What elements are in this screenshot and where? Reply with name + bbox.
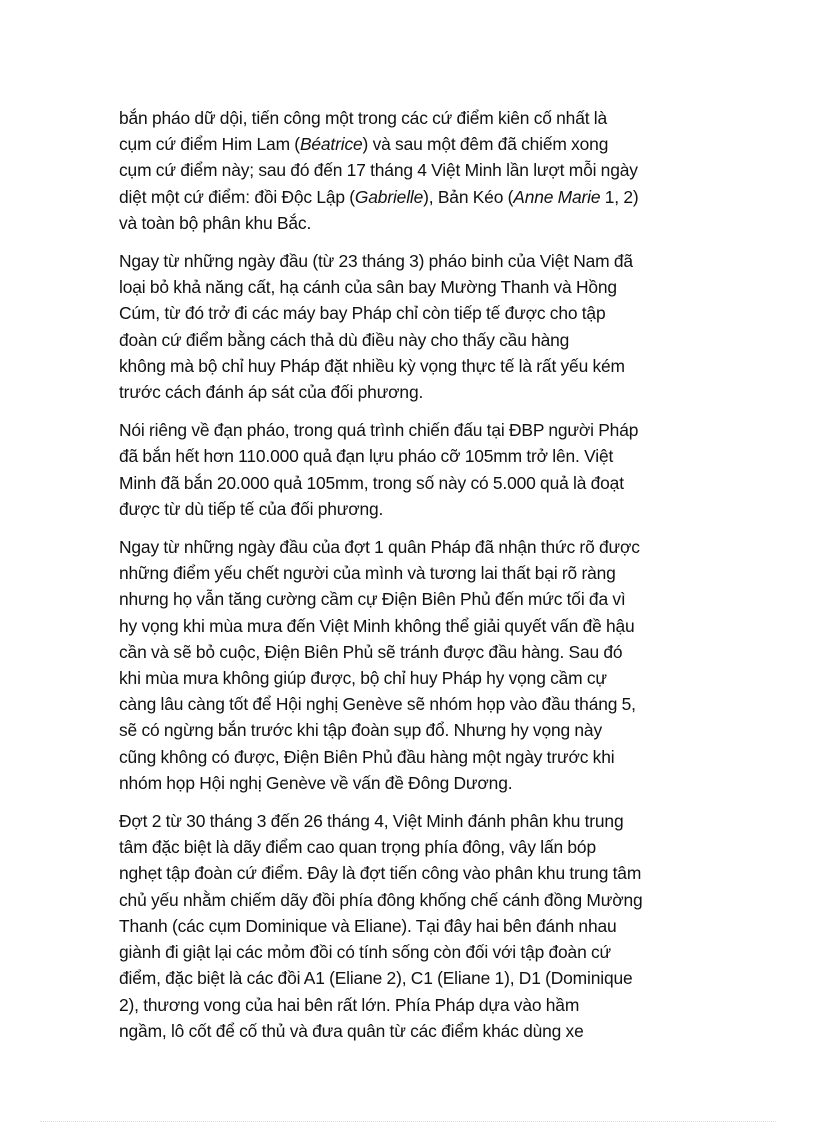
italic-text-run: Gabrielle <box>354 186 424 207</box>
text-line <box>119 744 703 770</box>
text-line <box>119 470 703 496</box>
text-run: ngầm, lô cốt để cố thủ và đưa quân từ các điểm khác dùng xe <box>119 1020 584 1041</box>
text-run: bắn pháo dữ dội, tiến công một trong các cứ điểm kiên cố nhất là <box>119 108 608 128</box>
text-line <box>119 860 703 886</box>
text-run: diệt một cứ điểm: đồi Độc Lập ( <box>119 186 355 207</box>
text-line <box>119 248 703 274</box>
text-run: Ngay từ những ngày đầu của đợt 1 quân Pháp đã nhận thức rõ được <box>119 537 640 558</box>
text-run: cần và sẽ bỏ cuộc, Điện Biên Phủ sẽ tránh được đầu hàng. Sau đó <box>119 641 623 662</box>
text-line <box>119 300 703 326</box>
text-line <box>119 443 703 469</box>
text-run: không mà bộ chỉ huy Pháp đặt nhiều kỳ vọng thực tế là rất yếu kém <box>119 355 625 376</box>
text-run: tâm đặc biệt là dãy điểm cao quan trọng phía đông, vây lấn bóp <box>119 837 596 858</box>
paragraph <box>119 105 703 236</box>
text-line <box>119 613 703 639</box>
text-run: cũng không có được, Điện Biên Phủ đầu hàng một ngày trước khi <box>119 746 615 767</box>
text-run: được từ dù tiếp tế của đối phương. <box>119 498 384 519</box>
text-run: giành đi giật lại các mỏm đồi có tính sống còn đối với tập đoàn cứ <box>119 942 612 963</box>
text-run: 1, 2) <box>600 186 639 207</box>
text-run: đoàn cứ điểm bằng cách thả dù điều này cho thấy cầu hàng <box>119 329 570 350</box>
text-line <box>119 496 703 522</box>
text-line <box>119 887 703 913</box>
italic-text-run: Béatrice <box>299 134 363 155</box>
text-line <box>119 105 703 131</box>
text-line <box>119 210 703 236</box>
text-line <box>119 560 703 586</box>
text-line <box>119 965 703 991</box>
paragraph <box>119 534 703 796</box>
paragraph <box>119 808 703 1044</box>
text-run: nghẹt tập đoàn cứ điểm. Đây là đợt tiến công vào phân khu trung tâm <box>119 863 642 884</box>
text-line <box>119 184 703 210</box>
text-line <box>119 717 703 743</box>
text-run: sẽ có ngừng bắn trước khi tập đoàn sụp đổ. Nhưng hy vọng này <box>119 720 602 741</box>
text-run: khi mùa mưa không giúp được, bộ chỉ huy Pháp hy vọng cầm cự <box>119 668 607 689</box>
text-line <box>119 353 703 379</box>
text-run: hy vọng khi mùa mưa đến Việt Minh không thể giải quyết vấn đề hậu <box>119 615 635 636</box>
text-line <box>119 131 703 157</box>
text-line <box>119 534 703 560</box>
text-line <box>119 586 703 612</box>
text-run: chủ yếu nhằm chiếm dãy đồi phía đông khống chế cánh đồng Mường <box>119 889 643 910</box>
text-run: nhưng họ vẫn tăng cường cầm cự Điện Biên Phủ đến mức tối đa vì <box>119 589 626 610</box>
text-run: những điểm yếu chết người của mình và tương lai thất bại rõ ràng <box>119 563 616 584</box>
text-run: Thanh (các cụm Dominique và Eliane). Tại đây hai bên đánh nhau <box>119 915 617 936</box>
text-line <box>119 1018 703 1044</box>
text-line <box>119 665 703 691</box>
text-line <box>119 913 703 939</box>
document-body <box>119 105 703 1044</box>
text-run: Cúm, từ đó trở đi các máy bay Pháp chỉ còn tiếp tế được cho tập <box>119 303 606 324</box>
italic-text-run: Anne Marie <box>513 186 601 207</box>
text-run: Ngay từ những ngày đầu (từ 23 tháng 3) pháo binh của Việt Nam đã <box>119 251 633 272</box>
page-bottom-divider <box>40 1121 776 1122</box>
text-run: loại bỏ khả năng cất, hạ cánh của sân bay Mường Thanh và Hồng <box>119 277 617 298</box>
text-line <box>119 691 703 717</box>
text-run: 2), thương vong của hai bên rất lớn. Phía Pháp dựa vào hầm <box>119 994 580 1015</box>
text-run: cụm cứ điểm Him Lam ( <box>119 134 300 155</box>
text-run: đã bắn hết hơn 110.000 quả đạn lựu pháo cỡ 105mm trở lên. Việt <box>119 446 614 467</box>
text-line <box>119 274 703 300</box>
text-run: điểm, đặc biệt là các đồi A1 (Eliane 2), C1 (Eliane 1), D1 (Dominique <box>119 968 633 989</box>
text-run: Minh đã bắn 20.000 quả 105mm, trong số này có 5.000 quả là đoạt <box>119 472 624 493</box>
text-run: Nói riêng về đạn pháo, trong quá trình chiến đấu tại ĐBP người Pháp <box>119 420 639 441</box>
text-line <box>119 379 703 405</box>
text-line <box>119 417 703 443</box>
text-line <box>119 157 703 183</box>
text-run: càng lâu càng tốt để Hội nghị Genève sẽ nhóm họp vào đầu tháng 5, <box>119 694 636 715</box>
text-run: ), Bản Kéo ( <box>423 186 514 207</box>
text-run: nhóm họp Hội nghị Genève về vấn đề Đông Dương. <box>119 772 513 793</box>
text-line <box>119 939 703 965</box>
text-line <box>119 327 703 353</box>
text-run: ) và sau một đêm đã chiếm xong <box>362 134 609 155</box>
text-line <box>119 834 703 860</box>
text-line <box>119 639 703 665</box>
paragraph <box>119 417 703 522</box>
text-line <box>119 992 703 1018</box>
text-run: và toàn bộ phân khu Bắc. <box>119 212 312 233</box>
text-line <box>119 808 703 834</box>
text-run: cụm cứ điểm này; sau đó đến 17 tháng 4 Việt Minh lần lượt mỗi ngày <box>119 160 638 181</box>
text-run: trước cách đánh áp sát của đối phương. <box>119 382 424 403</box>
document-page <box>119 105 703 1056</box>
text-run: Đợt 2 từ 30 tháng 3 đến 26 tháng 4, Việt Minh đánh phân khu trung <box>119 811 624 832</box>
text-line <box>119 770 703 796</box>
paragraph <box>119 248 703 405</box>
